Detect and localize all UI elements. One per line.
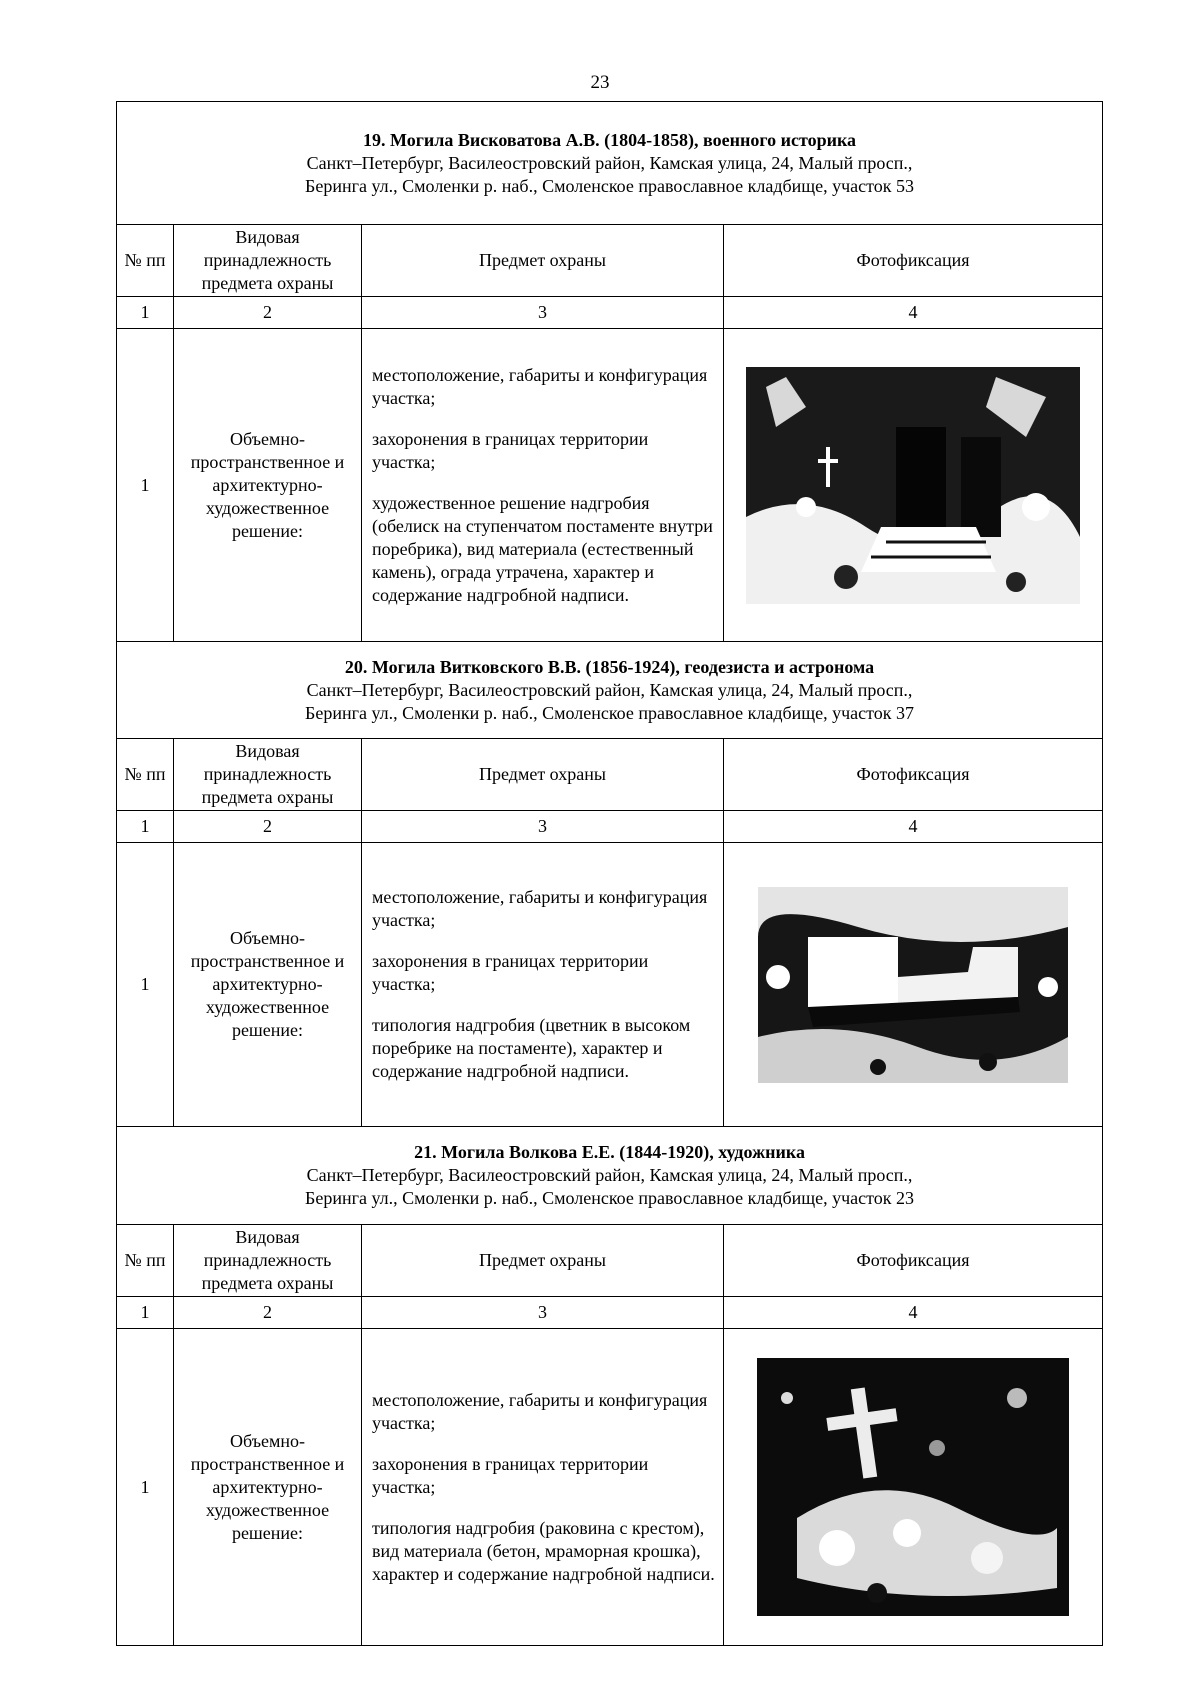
entry-title: 19. Могила Висковатова А.В. (1804-1858), военного историка — [362, 129, 857, 150]
header-photo: Фотофиксация — [724, 225, 1103, 297]
row-subject — [362, 329, 724, 642]
monuments-table — [116, 101, 1103, 1646]
col-number: 4 — [724, 1297, 1103, 1329]
subject-item: захоронения в границах территории участка; — [372, 428, 649, 472]
header-num: № пп — [117, 1225, 174, 1297]
subject-item: художественное решение надгробия (обелиск на ступенчатом постаменте внутри поребрика), вид материала (естественный камень), ограда утрачена, характер и содержание надгробной надписи. — [372, 492, 713, 605]
header-type: Видовая принадлежность предмета охраны — [174, 1225, 362, 1297]
entry-heading — [117, 1127, 1103, 1225]
table-row — [117, 329, 1103, 642]
entry-address-line: Санкт–Петербург, Василеостровский район, Камская улица, 24, Малый просп., — [306, 679, 913, 700]
row-number: 1 — [117, 843, 174, 1127]
header-num: № пп — [117, 739, 174, 811]
entry-address-line: Беринга ул., Смоленки р. наб., Смоленское православное кладбище, участок 53 — [305, 175, 915, 196]
header-subject: Предмет охраны — [362, 1225, 724, 1297]
header-num: № пп — [117, 225, 174, 297]
entry-heading — [117, 102, 1103, 225]
entry-title: 21. Могила Волкова Е.Е. (1844-1920), художника — [414, 1142, 805, 1162]
col-number: 1 — [117, 811, 174, 843]
col-number: 2 — [174, 811, 362, 843]
row-type: Объемно-пространственное и архитектурно-художественное решение: — [174, 843, 362, 1127]
col-number: 1 — [117, 1297, 174, 1329]
entry-heading-row — [117, 1127, 1103, 1225]
table-header-row — [117, 225, 1103, 297]
column-number-row — [117, 811, 1103, 843]
table-header-row — [117, 739, 1103, 811]
entry-address-line: Санкт–Петербург, Василеостровский район, Камская улица, 24, Малый просп., — [306, 1165, 913, 1185]
row-type: Объемно-пространственное и архитектурно-художественное решение: — [174, 1329, 362, 1646]
header-subject: Предмет охраны — [362, 739, 724, 811]
page-number: 23 — [590, 72, 610, 93]
grave-photo — [758, 887, 1068, 1083]
column-number-row — [117, 1297, 1103, 1329]
entry-heading — [117, 642, 1103, 739]
subject-item: захоронения в границах территории участка; — [372, 951, 649, 994]
col-number: 3 — [362, 811, 724, 843]
subject-item: типология надгробия (цветник в высоком поребрике на постаменте), характер и содержание надгробной надписи. — [372, 1015, 691, 1081]
entry-heading-row — [117, 102, 1103, 225]
subject-item: местоположение, габариты и конфигурация участка; — [372, 1389, 708, 1433]
col-number: 1 — [117, 297, 174, 329]
subject-item: захоронения в границах территории участка; — [372, 1453, 649, 1497]
entry-address-line: Санкт–Петербург, Василеостровский район, Камская улица, 24, Малый просп., — [306, 152, 913, 173]
table-row — [117, 843, 1103, 1127]
entry-heading-row — [117, 642, 1103, 739]
header-type: Видовая принадлежность предмета охраны — [174, 225, 362, 297]
row-subject — [362, 1329, 724, 1646]
subject-item: местоположение, габариты и конфигурация участка; — [372, 364, 708, 408]
grave-photo — [757, 1358, 1069, 1616]
row-photo — [724, 843, 1103, 1127]
header-subject: Предмет охраны — [362, 225, 724, 297]
subject-item: типология надгробия (раковина с крестом), вид материала (бетон, мраморная крошка), характер и содержание надгробной надписи. — [372, 1517, 715, 1584]
row-subject — [362, 843, 724, 1127]
column-number-row — [117, 297, 1103, 329]
row-photo — [724, 329, 1103, 642]
entry-title: 20. Могила Витковского В.В. (1856-1924), геодезиста и астронома — [344, 656, 875, 677]
row-photo — [724, 1329, 1103, 1646]
entry-address-line: Беринга ул., Смоленки р. наб., Смоленское православное кладбище, участок 23 — [305, 1188, 915, 1208]
entry-address-line: Беринга ул., Смоленки р. наб., Смоленское православное кладбище, участок 37 — [305, 702, 915, 723]
grave-photo — [746, 367, 1080, 604]
col-number: 4 — [724, 297, 1103, 329]
header-type: Видовая принадлежность предмета охраны — [174, 739, 362, 811]
table-header-row — [117, 1225, 1103, 1297]
row-number: 1 — [117, 1329, 174, 1646]
row-number: 1 — [117, 329, 174, 642]
col-number: 3 — [362, 1297, 724, 1329]
col-number: 3 — [362, 297, 724, 329]
subject-item: местоположение, габариты и конфигурация участка; — [372, 887, 708, 930]
header-photo: Фотофиксация — [724, 739, 1103, 811]
header-photo: Фотофиксация — [724, 1225, 1103, 1297]
col-number: 2 — [174, 297, 362, 329]
row-type: Объемно-пространственное и архитектурно-художественное решение: — [174, 329, 362, 642]
col-number: 2 — [174, 1297, 362, 1329]
table-row — [117, 1329, 1103, 1646]
col-number: 4 — [724, 811, 1103, 843]
